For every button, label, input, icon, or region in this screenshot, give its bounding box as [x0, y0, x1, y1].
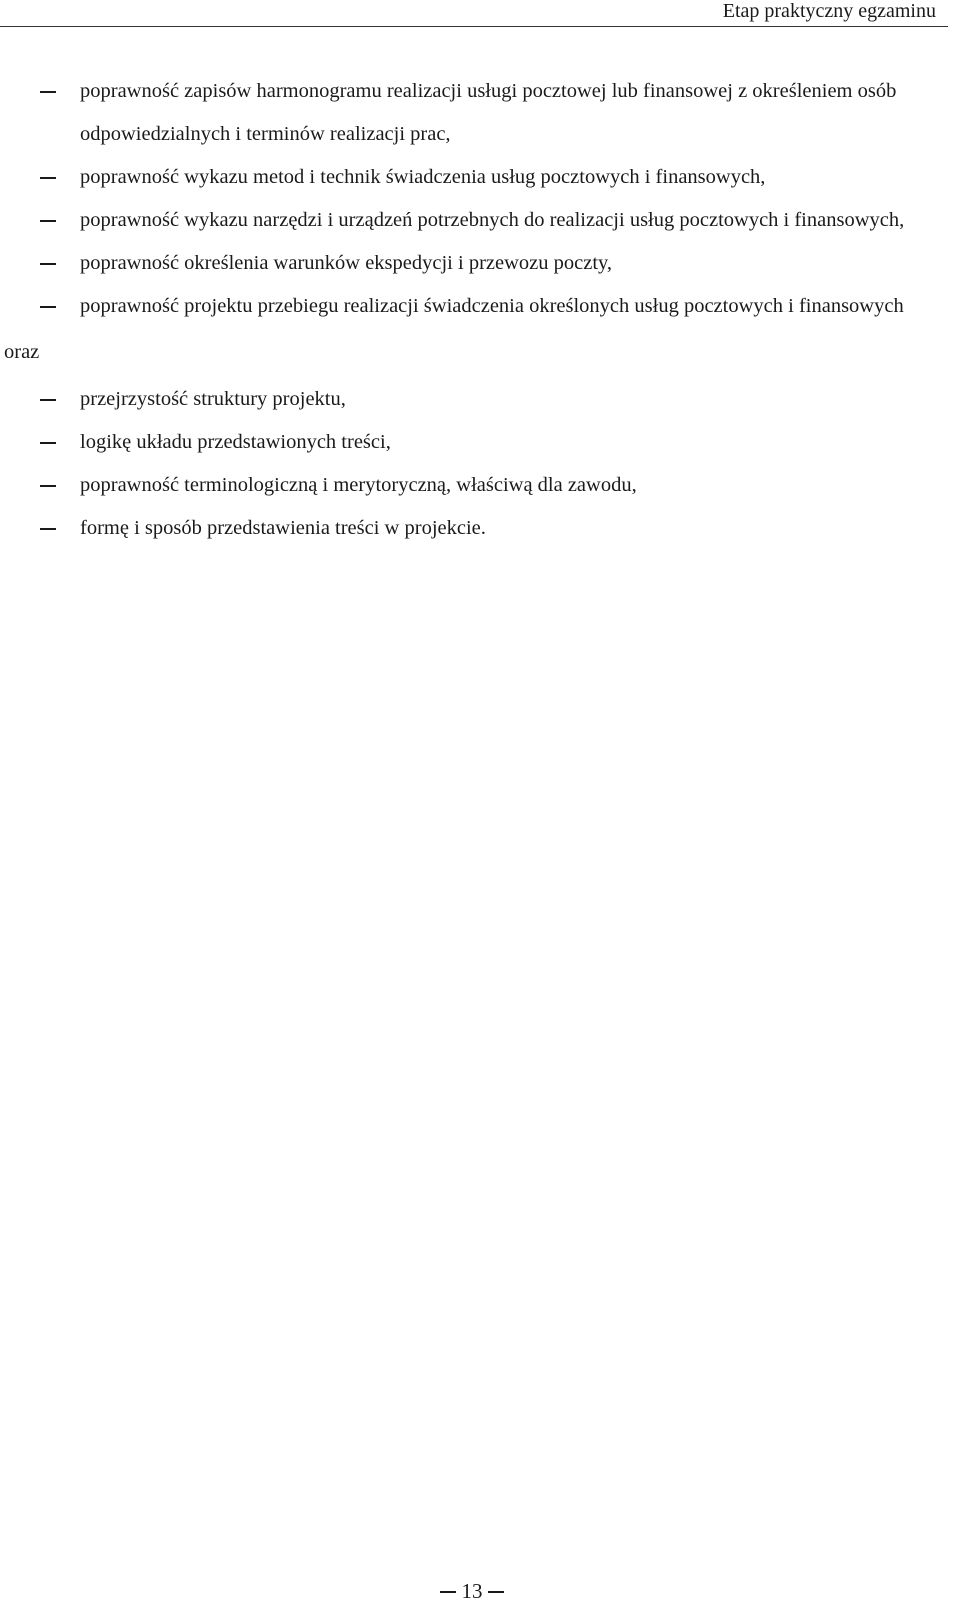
list-item-text: formę i sposób przedstawienia treści w projekcie.: [80, 517, 486, 539]
dash-right-icon: [488, 1591, 504, 1593]
page-header: [0, 0, 948, 27]
list-item: [0, 285, 960, 328]
list-item: [0, 242, 960, 285]
list-item-text: poprawność projektu przebiegu realizacji świadczenia określonych usług pocztowych i finansowych: [80, 295, 904, 317]
dash-bullet-icon: [40, 442, 56, 444]
dash-bullet-icon: [40, 399, 56, 401]
list-item-text: poprawność wykazu narzędzi i urządzeń potrzebnych do realizacji usług pocztowych i finansowych,: [80, 209, 905, 231]
dash-bullet-icon: [40, 263, 56, 265]
presentation-criteria-list: [0, 378, 960, 550]
list-item: [0, 378, 960, 421]
conjunction-text: oraz: [4, 341, 40, 363]
dash-bullet-icon: [40, 306, 56, 308]
dash-bullet-icon: [40, 177, 56, 179]
list-item: [0, 464, 960, 507]
list-item: [0, 507, 960, 550]
list-item-text: logikę układu przedstawionych treści,: [80, 431, 391, 453]
list-item-text: poprawność wykazu metod i technik świadczenia usług pocztowych i finansowych,: [80, 166, 766, 188]
page-number: 13: [461, 1579, 483, 1603]
list-item: [0, 156, 960, 199]
list-item-text: przejrzystość struktury projektu,: [80, 388, 346, 410]
dash-left-icon: [440, 1591, 456, 1593]
list-item-text: poprawność określenia warunków ekspedycji i przewozu poczty,: [80, 252, 613, 274]
dash-bullet-icon: [40, 91, 56, 93]
list-item-text: poprawność terminologiczną i merytoryczną, właściwą dla zawodu,: [80, 474, 637, 496]
header-title: Etap praktyczny egzaminu: [722, 0, 936, 22]
dash-bullet-icon: [40, 220, 56, 222]
list-item: [0, 70, 960, 156]
dash-bullet-icon: [40, 528, 56, 530]
criteria-list: [0, 70, 960, 328]
list-item-text: poprawność zapisów harmonogramu realizacji usługi pocztowej lub finansowej z określeniem osób odpowiedzialnych i terminów realizacji prac,: [80, 80, 897, 145]
list-item: [0, 421, 960, 464]
document-body: [0, 70, 960, 550]
page-footer: [0, 1576, 960, 1606]
list-item: [0, 199, 960, 242]
dash-bullet-icon: [40, 485, 56, 487]
